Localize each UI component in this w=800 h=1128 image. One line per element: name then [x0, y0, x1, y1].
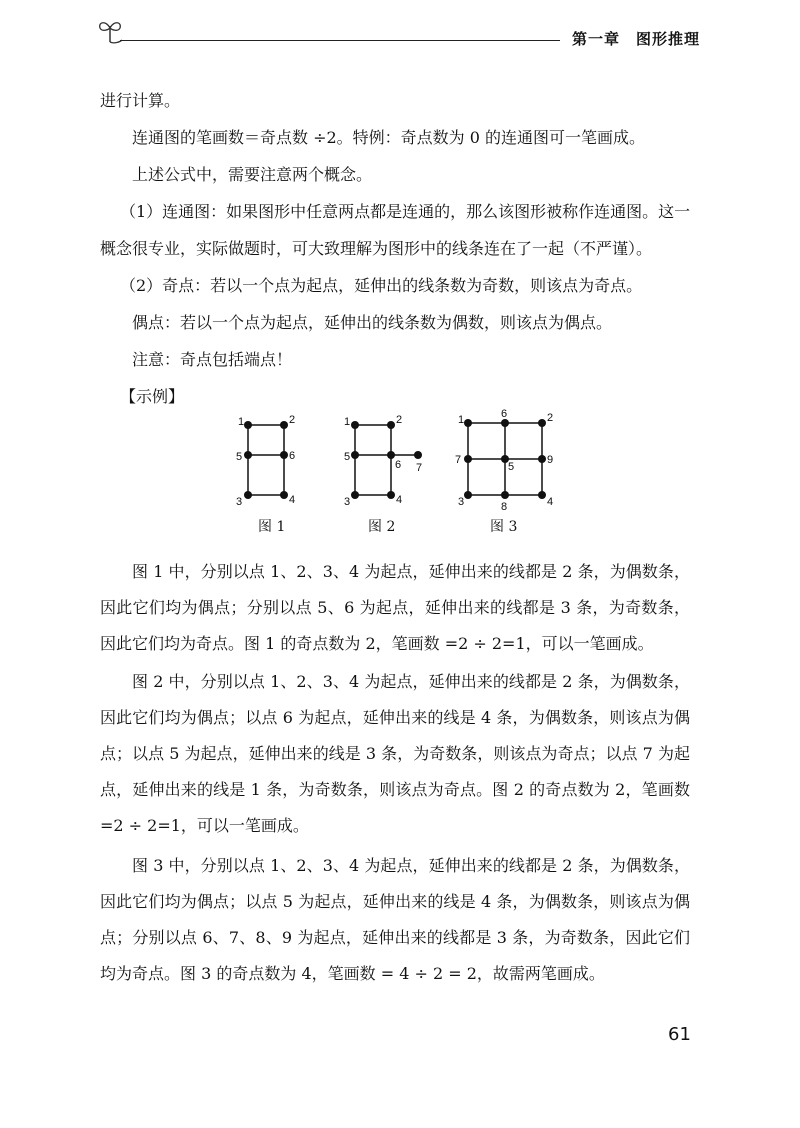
- fig2-label: 3: [344, 496, 351, 508]
- fig3-label: 9: [547, 454, 554, 466]
- chapter-title: 第一章 图形推理: [572, 30, 701, 48]
- fig3-label: 7: [455, 454, 462, 466]
- figure-2: [355, 425, 418, 495]
- text-line: 注意：奇点包括端点！: [132, 350, 293, 369]
- fig3-label: 5: [508, 461, 515, 473]
- paragraph: 图 1 中，分别以点 1、2、3、4 为起点，延伸出来的线都是 2 条，为偶数条，因此它们均为偶点；分别以点 5、6 为起点，延伸出来的线都是 3 条，为奇数条，因此它们均为奇点。图 1 的奇点数为 2，笔画数 =2 ÷ 2=1，可以一笔画成。: [100, 562, 690, 653]
- text-line: 上述公式中，需要注意两个概念。: [132, 165, 373, 184]
- figure-1-caption: 图 1: [258, 519, 286, 535]
- page-header: [0, 0, 800, 60]
- text-line: 概念很专业，实际做题时，可大致理解为图形中的线条连在了一起（不严谨）。: [100, 239, 653, 258]
- figure-1: [248, 425, 284, 495]
- fig2-label: 4: [396, 494, 403, 506]
- text-line: 进行计算。: [100, 91, 181, 110]
- example-heading: 【示例】: [120, 387, 185, 406]
- fig1-label: 1: [238, 416, 245, 428]
- fig1-label: 3: [236, 496, 243, 508]
- fig3-label: 8: [501, 501, 508, 513]
- fig1-label: 2: [289, 414, 296, 426]
- fig2-label: 2: [396, 414, 403, 426]
- fig2-label: 7: [416, 462, 423, 474]
- paragraph: 图 3 中，分别以点 1、2、3、4 为起点，延伸出来的线都是 2 条，为偶数条，因此它们均为偶点；以点 5 为起点，延伸出来的线是 4 条，为偶数条，则该点为偶点；分别以点 6、7、8、9 为起点，延伸出来的线都是 3 条，为奇数条，因此它们均为奇点。图 3 的奇点数为 4，笔画数 = 4 ÷ 2 = 2，故需两笔画成。: [100, 856, 690, 983]
- fig2-label: 5: [344, 451, 351, 463]
- header-rule: [120, 40, 560, 41]
- text-line: 连通图的笔画数＝奇点数 ÷2。特例：奇点数为 0 的连通图可一笔画成。: [132, 128, 646, 147]
- text-line: 偶点：若以一个点为起点，延伸出的线条数为偶数，则该点为偶点。: [132, 313, 613, 332]
- paragraph: 图 2 中，分别以点 1、2、3、4 为起点，延伸出来的线都是 2 条，为偶数条，因此它们均为偶点；以点 6 为起点，延伸出来的线是 4 条，为偶数条，则该点为偶点；以点 5 为起点，延伸出来的线是 3 条，为奇数条，则该点为奇点；以点 7 为起点，延伸出来的线是 1 条，为奇数条，则该点为奇点。图 2 的奇点数为 2，笔画数 =2 ÷ 2=1，可以一笔画成。: [100, 672, 690, 835]
- fig3-label: 6: [501, 408, 508, 420]
- figure-2-caption: 图 2: [368, 519, 396, 535]
- fig3-label: 2: [547, 412, 554, 424]
- page-number: 61: [668, 1024, 691, 1045]
- fig2-label: 1: [344, 416, 351, 428]
- text-line: （1）连通图：如果图形中任意两点都是连通的，那么该图形被称作连通图。这一: [120, 202, 691, 221]
- fig1-label: 5: [236, 451, 243, 463]
- fig3-label: 1: [458, 414, 465, 426]
- fig3-label: 3: [458, 496, 465, 508]
- figure-3-caption: 图 3: [490, 519, 518, 535]
- fig1-label: 6: [289, 450, 296, 462]
- fig1-label: 4: [289, 494, 296, 506]
- fig2-label: 6: [395, 459, 402, 471]
- fig3-label: 4: [547, 496, 554, 508]
- text-line: （2）奇点：若以一个点为起点，延伸出的线条数为奇数，则该点为奇点。: [120, 276, 643, 295]
